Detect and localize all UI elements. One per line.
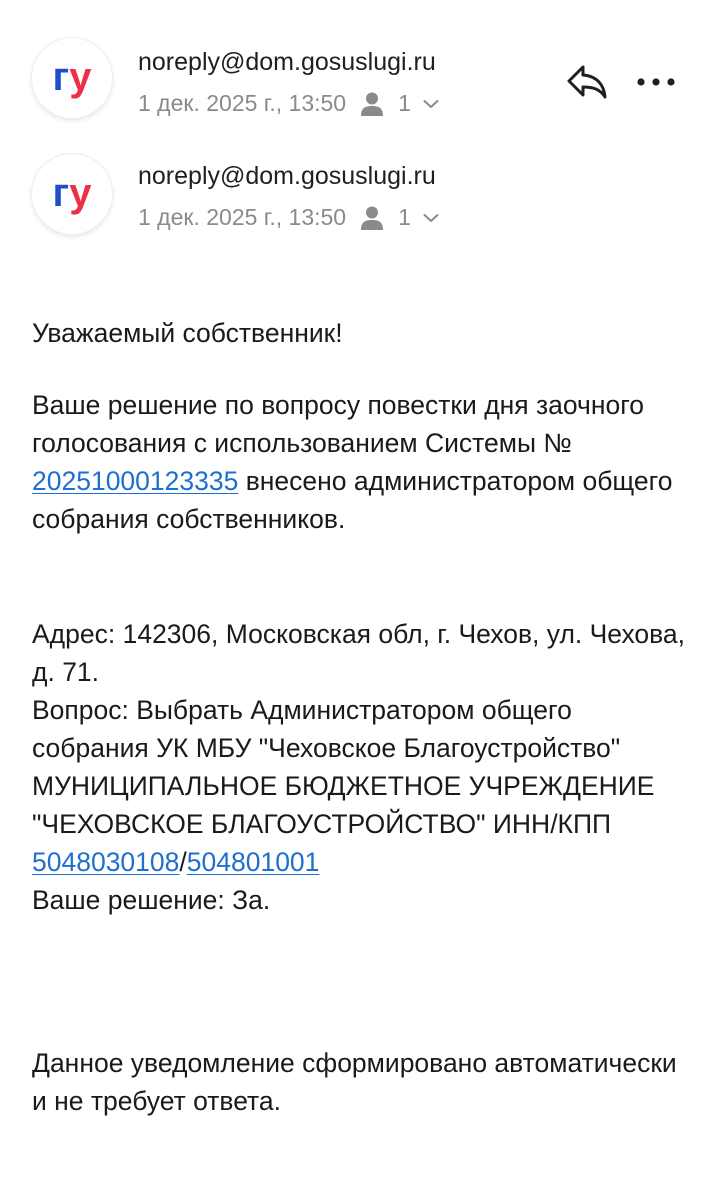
question-text xyxy=(32,691,692,881)
message-date: 1 дек. 2025 г., 13:50 xyxy=(138,90,347,116)
person-icon xyxy=(360,91,384,117)
email-footer xyxy=(32,1044,692,1120)
recipients-count: 1 xyxy=(398,204,411,230)
system-number-link[interactable]: 20251000123335 xyxy=(32,466,239,496)
message-meta[interactable] xyxy=(138,90,439,117)
email-details xyxy=(32,615,692,919)
gosuslugi-logo-icon xyxy=(32,154,112,234)
message-meta[interactable] xyxy=(138,204,439,231)
message-header-2[interactable] xyxy=(0,154,715,254)
paragraph-1-text xyxy=(32,386,692,538)
kpp-link[interactable]: 504801001 xyxy=(186,847,320,877)
paragraph-1-end: внесено администратором общего собрания собственников. xyxy=(32,466,673,534)
footer-text: Данное уведомление сформировано автоматически и не требует ответа. xyxy=(32,1048,677,1116)
email-paragraph-1 xyxy=(32,386,692,538)
svg-text:гу: гу xyxy=(52,55,92,99)
person-icon xyxy=(360,205,384,231)
more-icon[interactable] xyxy=(636,77,676,87)
gosuslugi-logo-icon xyxy=(32,38,112,118)
email-greeting xyxy=(32,314,692,352)
chevron-down-icon[interactable] xyxy=(423,213,439,223)
reply-icon[interactable] xyxy=(566,64,608,100)
address-text: Адрес: 142306, Московская обл, г. Чехов, ул. Чехова, д. 71. xyxy=(32,619,686,687)
sender-email: noreply@dom.gosuslugi.ru xyxy=(138,162,436,190)
message-date: 1 дек. 2025 г., 13:50 xyxy=(138,204,347,230)
sender-avatar xyxy=(32,154,112,234)
inn-kpp-separator: / xyxy=(179,847,187,877)
svg-text:гу: гу xyxy=(52,171,92,215)
decision-text: Ваше решение: За. xyxy=(32,885,271,915)
greeting-text: Уважаемый собственник! xyxy=(32,318,343,348)
question-body: Вопрос: Выбрать Администратором общего собрания УК МБУ "Чеховское Благоустройство" МУНИЦИПАЛЬНОЕ БЮДЖЕТНОЕ УЧРЕЖДЕНИЕ "ЧЕХОВСКОЕ БЛАГОУСТРОЙСТВО" ИНН/КПП xyxy=(32,695,655,839)
sender-avatar xyxy=(32,38,112,118)
chevron-down-icon[interactable] xyxy=(423,99,439,109)
inn-link[interactable]: 5048030108 xyxy=(32,847,180,877)
sender-email: noreply@dom.gosuslugi.ru xyxy=(138,48,436,76)
recipients-count: 1 xyxy=(398,90,411,116)
paragraph-1-start: Ваше решение по вопросу повестки дня заочного голосования с использованием Системы № xyxy=(32,390,645,458)
